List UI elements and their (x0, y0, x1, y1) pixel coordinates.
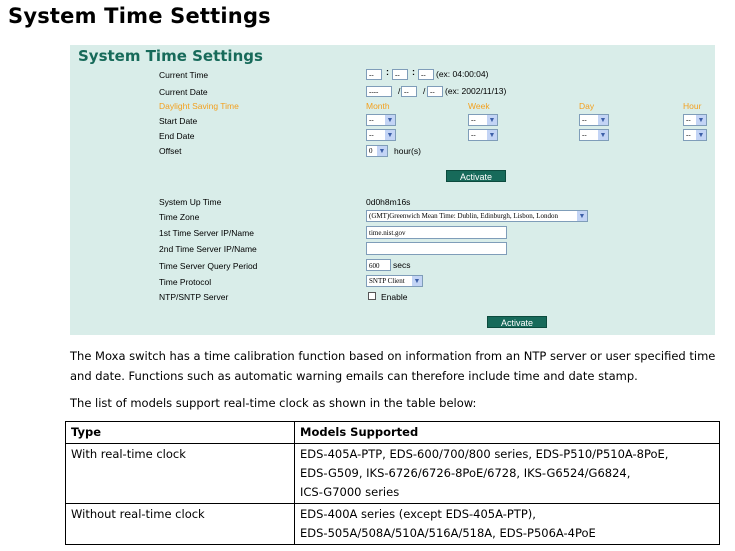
dst-label: Daylight Saving Time (159, 101, 239, 111)
table-header-type: Type (66, 422, 295, 444)
time-protocol-select[interactable]: SNTP Client ▼ (366, 275, 423, 287)
current-time-minute-input[interactable]: -- (392, 69, 408, 80)
dst-col-day: Day (579, 101, 595, 111)
ntp2-label: 2nd Time Server IP/Name (159, 244, 257, 254)
table-cell-type: Without real-time clock (66, 504, 295, 545)
chevron-down-icon: ▼ (378, 147, 386, 155)
chevron-down-icon: ▼ (578, 212, 586, 220)
dst-col-hour: Hour (683, 101, 702, 111)
model-line: EDS-405A-PTP, EDS-600/700/800 series, EDS-P510/P510A-8PoE, (300, 447, 669, 461)
time-zone-label: Time Zone (159, 212, 200, 222)
chevron-down-icon: ▼ (386, 131, 394, 139)
rtc-models-table (65, 421, 720, 545)
ntp1-label: 1st Time Server IP/Name (159, 228, 254, 238)
time-zone-select[interactable]: (GMT)Greenwich Mean Time: Dublin, Edinburgh, Lisbon, London ▼ (366, 210, 588, 222)
dst-col-month: Month (366, 101, 390, 111)
table-cell-type: With real-time clock (66, 444, 295, 504)
ntp2-input[interactable] (366, 242, 507, 255)
time-separator: : (412, 67, 415, 77)
current-time-hour-input[interactable]: -- (366, 69, 382, 80)
current-time-second-input[interactable]: -- (418, 69, 434, 80)
description-paragraph: The Moxa switch has a time calibration function based on information from an NTP server or user specified time and date. Functions such as automatic warning emails can therefore include time and date stamp. (70, 349, 716, 383)
chevron-down-icon: ▼ (488, 131, 496, 139)
end-date-label: End Date (159, 131, 195, 141)
chevron-down-icon: ▼ (413, 277, 421, 285)
chevron-down-icon: ▼ (488, 116, 496, 124)
current-time-label: Current Time (159, 70, 209, 80)
ntp1-input[interactable]: time.nist.gov (366, 226, 507, 239)
offset-label: Offset (159, 146, 182, 156)
start-month-select[interactable]: -- ▼ (366, 114, 396, 126)
panel-title: System Time Settings (78, 47, 263, 65)
end-day-select[interactable]: -- ▼ (579, 129, 609, 141)
table-cell-models (295, 444, 720, 504)
system-up-time-label: System Up Time (159, 197, 222, 207)
ntp-server-enable-checkbox[interactable] (368, 292, 376, 300)
table-header-row (66, 422, 720, 444)
table-row (66, 444, 720, 504)
table-intro-paragraph: The list of models support real-time clock as shown in the table below: (70, 396, 477, 410)
ntp-server-enable-label: Enable (381, 292, 408, 302)
current-date-month-input[interactable]: -- (401, 86, 417, 97)
current-date-example: (ex: 2002/11/13) (445, 86, 507, 96)
start-date-label: Start Date (159, 116, 198, 126)
start-day-select[interactable]: -- ▼ (579, 114, 609, 126)
model-line: EDS-G509, IKS-6726/6726-8PoE/6728, IKS-G6524/G6824, (300, 466, 631, 480)
activate-button-time[interactable]: Activate (487, 316, 547, 328)
current-date-day-input[interactable]: -- (427, 86, 443, 97)
page-heading: System Time Settings (8, 4, 271, 28)
current-date-label: Current Date (159, 87, 208, 97)
chevron-down-icon: ▼ (599, 116, 607, 124)
ntp-server-label: NTP/SNTP Server (159, 292, 229, 302)
model-line: EDS-400A series (except EDS-405A-PTP), (300, 507, 536, 521)
chevron-down-icon: ▼ (697, 131, 705, 139)
offset-unit: hour(s) (394, 146, 421, 156)
end-hour-select[interactable]: -- ▼ (683, 129, 707, 141)
query-period-input[interactable]: 600 (366, 259, 391, 271)
chevron-down-icon: ▼ (386, 116, 394, 124)
table-cell-models (295, 504, 720, 545)
table-row (66, 504, 720, 545)
time-protocol-label: Time Protocol (159, 277, 212, 287)
chevron-down-icon: ▼ (697, 116, 705, 124)
start-week-select[interactable]: -- ▼ (468, 114, 498, 126)
date-separator: / (423, 86, 426, 96)
start-hour-select[interactable]: -- ▼ (683, 114, 707, 126)
offset-select[interactable]: 0 ▼ (366, 145, 388, 157)
current-time-example: (ex: 04:00:04) (436, 69, 489, 79)
model-line: EDS-505A/508A/510A/516A/518A, EDS-P506A-4PoE (300, 526, 596, 540)
system-up-time-value: 0d0h8m16s (366, 197, 411, 207)
query-period-unit: secs (393, 260, 411, 270)
query-period-label: Time Server Query Period (159, 261, 258, 271)
time-separator: : (386, 67, 389, 77)
chevron-down-icon: ▼ (599, 131, 607, 139)
activate-button-dst[interactable]: Activate (446, 170, 506, 182)
model-line: ICS-G7000 series (300, 485, 400, 499)
end-month-select[interactable]: -- ▼ (366, 129, 396, 141)
current-date-year-input[interactable]: ---- (366, 86, 392, 97)
dst-col-week: Week (468, 101, 490, 111)
date-separator: / (398, 86, 401, 96)
settings-panel (70, 45, 715, 335)
table-header-models: Models Supported (295, 422, 720, 444)
end-week-select[interactable]: -- ▼ (468, 129, 498, 141)
